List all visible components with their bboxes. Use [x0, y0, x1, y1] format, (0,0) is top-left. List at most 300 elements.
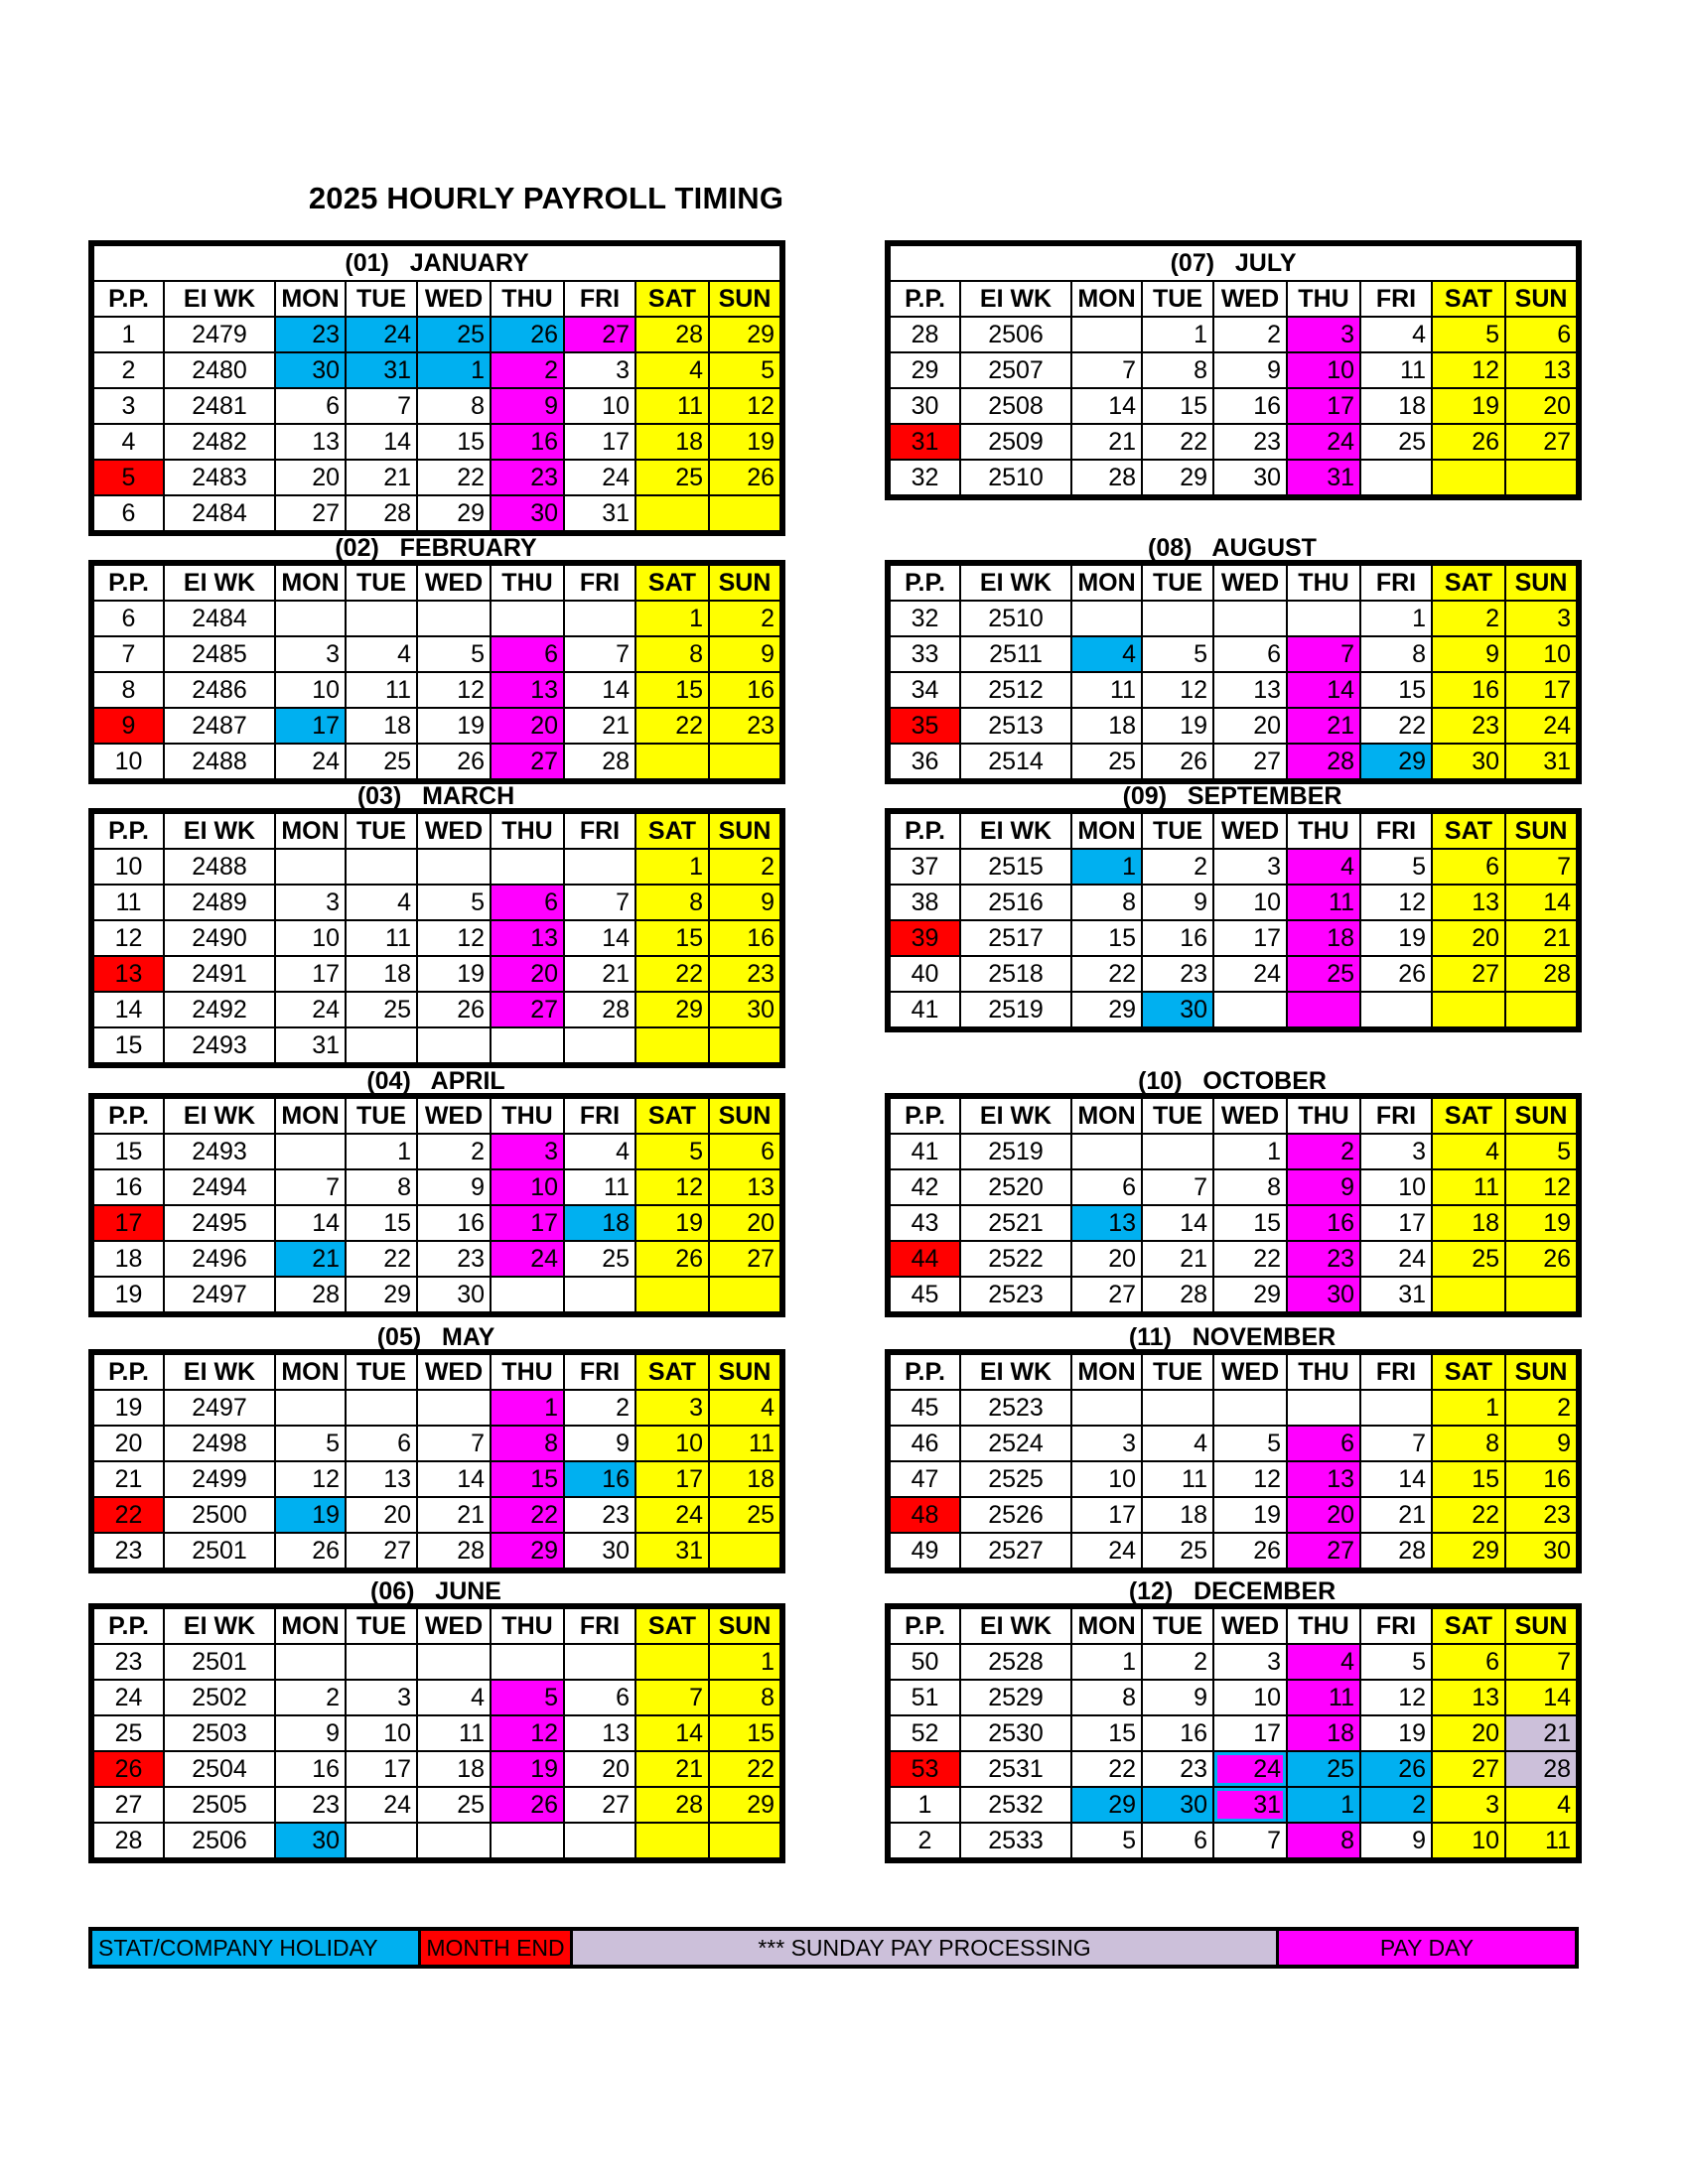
- day-cell: 5: [635, 1134, 709, 1169]
- week-row: [93, 708, 780, 744]
- pay-period-cell-month-end: 44: [890, 1241, 960, 1277]
- day-cell: 11: [346, 672, 417, 708]
- ei-week-cell: 2501: [164, 1533, 275, 1569]
- pay-period-cell: 47: [890, 1461, 960, 1497]
- pay-period-cell: 52: [890, 1715, 960, 1751]
- day-cell-payday: 14: [1287, 672, 1360, 708]
- week-row: [93, 1533, 780, 1569]
- column-header: WED: [1213, 1354, 1287, 1390]
- day-cell: 20: [1432, 1715, 1505, 1751]
- column-header: WED: [1213, 281, 1287, 317]
- column-header: SAT: [635, 1354, 709, 1390]
- day-cell-payday: 13: [491, 672, 564, 708]
- column-header: EI WK: [960, 281, 1071, 317]
- week-row: [93, 1461, 780, 1497]
- day-cell-payday: 21: [1287, 708, 1360, 744]
- day-cell: 3: [1360, 1134, 1432, 1169]
- column-header: MON: [275, 813, 346, 849]
- day-cell-payday: 20: [1287, 1497, 1360, 1533]
- ei-week-cell: 2493: [164, 1134, 275, 1169]
- day-cell: 9: [275, 1715, 346, 1751]
- day-cell: 21: [1142, 1241, 1213, 1277]
- column-header: THU: [1287, 1608, 1360, 1644]
- ei-week-cell: 2511: [960, 636, 1071, 672]
- ei-week-cell: 2505: [164, 1787, 275, 1823]
- column-header: SUN: [709, 1608, 780, 1644]
- day-cell: 18: [709, 1461, 780, 1497]
- month-table: [889, 1353, 1578, 1570]
- ei-week-cell: 2501: [164, 1644, 275, 1680]
- day-cell: 10: [1432, 1823, 1505, 1858]
- day-cell: [635, 1644, 709, 1680]
- week-row: [93, 1715, 780, 1751]
- day-cell: [709, 1277, 780, 1312]
- day-cell: 7: [1142, 1169, 1213, 1205]
- column-header: MON: [1071, 565, 1142, 601]
- column-header: SUN: [1505, 565, 1577, 601]
- day-cell: 2: [1142, 1644, 1213, 1680]
- day-cell: 19: [1360, 1715, 1432, 1751]
- pay-period-cell: 28: [890, 317, 960, 352]
- day-cell: 9: [564, 1426, 635, 1461]
- pay-period-cell: 19: [93, 1390, 164, 1426]
- day-cell: 19: [417, 708, 491, 744]
- column-header: THU: [491, 565, 564, 601]
- week-row: [93, 1169, 780, 1205]
- month-title: (08) AUGUST: [1148, 534, 1317, 562]
- day-cell: [564, 601, 635, 636]
- column-header: MON: [275, 565, 346, 601]
- day-cell-payday: 4: [1287, 849, 1360, 885]
- ei-week-cell: 2522: [960, 1241, 1071, 1277]
- ei-week-cell: 2512: [960, 672, 1071, 708]
- day-cell: [275, 1644, 346, 1680]
- day-cell: 18: [346, 708, 417, 744]
- day-cell: 20: [564, 1751, 635, 1787]
- day-cell: [635, 1823, 709, 1858]
- column-header: P.P.: [93, 565, 164, 601]
- month-table: [889, 1097, 1578, 1313]
- ei-week-cell: 2525: [960, 1461, 1071, 1497]
- week-row: [93, 1426, 780, 1461]
- day-cell: 23: [564, 1497, 635, 1533]
- pay-period-cell: 24: [93, 1680, 164, 1715]
- day-cell: 21: [1360, 1497, 1432, 1533]
- day-cell: 18: [635, 424, 709, 460]
- day-cell-payday: 22: [491, 1497, 564, 1533]
- day-cell: 8: [635, 636, 709, 672]
- day-cell-holiday: 26: [1360, 1751, 1432, 1787]
- day-cell: 22: [346, 1241, 417, 1277]
- day-cell: 19: [1213, 1497, 1287, 1533]
- day-cell: [491, 601, 564, 636]
- day-cell: 4: [346, 636, 417, 672]
- day-cell-payday: 6: [491, 885, 564, 920]
- day-cell: 3: [275, 885, 346, 920]
- month-title: (09) SEPTEMBER: [1122, 782, 1342, 810]
- day-cell: 12: [1432, 352, 1505, 388]
- column-header: THU: [491, 813, 564, 849]
- day-cell-holiday: 29: [1360, 744, 1432, 779]
- day-cell: [709, 1533, 780, 1569]
- day-cell: 19: [417, 956, 491, 992]
- day-cell: 21: [1505, 920, 1577, 956]
- day-cell: 22: [709, 1751, 780, 1787]
- week-row: [93, 1644, 780, 1680]
- week-row: [93, 1823, 780, 1858]
- column-header: SUN: [709, 1098, 780, 1134]
- day-cell: 28: [1505, 956, 1577, 992]
- month-title: (12) DECEMBER: [1128, 1577, 1336, 1605]
- ei-week-cell: 2509: [960, 424, 1071, 460]
- week-row: [93, 1027, 780, 1063]
- week-row: [890, 1533, 1577, 1569]
- day-cell: [564, 1644, 635, 1680]
- day-cell: 22: [1071, 1751, 1142, 1787]
- pay-period-cell: 49: [890, 1533, 960, 1569]
- column-header: EI WK: [960, 1098, 1071, 1134]
- day-cell: 31: [1360, 1277, 1432, 1312]
- day-cell-holiday-payday: 31: [1213, 1787, 1287, 1823]
- pay-period-cell: 50: [890, 1644, 960, 1680]
- column-header: SAT: [635, 1098, 709, 1134]
- ei-week-cell: 2480: [164, 352, 275, 388]
- day-cell-holiday: 24: [346, 317, 417, 352]
- week-row: [890, 1823, 1577, 1858]
- day-cell: 20: [709, 1205, 780, 1241]
- day-cell: 14: [1505, 1680, 1577, 1715]
- month-table: [92, 244, 781, 532]
- day-cell: 5: [1505, 1134, 1577, 1169]
- column-header: FRI: [1360, 281, 1432, 317]
- ei-week-cell: 2485: [164, 636, 275, 672]
- column-header: MON: [275, 1608, 346, 1644]
- day-cell-holiday: 16: [564, 1461, 635, 1497]
- day-cell: 23: [1505, 1497, 1577, 1533]
- week-row: [890, 1751, 1577, 1787]
- day-cell-payday: 16: [491, 424, 564, 460]
- day-cell: 16: [1142, 920, 1213, 956]
- month-title: (05) MAY: [376, 1323, 495, 1351]
- day-cell: 22: [1360, 708, 1432, 744]
- column-header: SUN: [709, 1354, 780, 1390]
- day-cell: [1213, 1390, 1287, 1426]
- day-cell: [1505, 460, 1577, 495]
- day-cell: 26: [417, 744, 491, 779]
- ei-week-cell: 2518: [960, 956, 1071, 992]
- day-cell: 14: [564, 920, 635, 956]
- column-header: FRI: [564, 813, 635, 849]
- day-cell: 10: [1505, 636, 1577, 672]
- week-row: [890, 1497, 1577, 1533]
- column-header: P.P.: [93, 1354, 164, 1390]
- day-cell-payday: 20: [491, 956, 564, 992]
- day-cell: [709, 495, 780, 531]
- day-cell: 9: [1360, 1823, 1432, 1858]
- week-row: [93, 885, 780, 920]
- day-cell: 5: [709, 352, 780, 388]
- day-cell: 23: [275, 1787, 346, 1823]
- day-cell: 6: [1432, 849, 1505, 885]
- day-cell: 6: [709, 1134, 780, 1169]
- day-cell: 11: [346, 920, 417, 956]
- day-cell: 15: [709, 1715, 780, 1751]
- week-row: [890, 1241, 1577, 1277]
- day-cell: 4: [1142, 1426, 1213, 1461]
- week-row: [890, 992, 1577, 1027]
- ei-week-cell: 2519: [960, 1134, 1071, 1169]
- week-row: [93, 352, 780, 388]
- day-cell: 20: [275, 460, 346, 495]
- ei-week-cell: 2483: [164, 460, 275, 495]
- day-cell-payday: 23: [491, 460, 564, 495]
- month-table: [92, 564, 781, 780]
- column-header: TUE: [346, 1354, 417, 1390]
- ei-week-cell: 2506: [960, 317, 1071, 352]
- day-cell: 29: [709, 317, 780, 352]
- column-header: THU: [1287, 1354, 1360, 1390]
- day-cell: [346, 1644, 417, 1680]
- day-cell-payday: 27: [491, 744, 564, 779]
- column-header: FRI: [1360, 1608, 1432, 1644]
- ei-week-cell: 2494: [164, 1169, 275, 1205]
- day-cell: [1071, 1390, 1142, 1426]
- day-cell-payday: 24: [1287, 424, 1360, 460]
- column-header: FRI: [1360, 565, 1432, 601]
- day-cell-payday: 18: [1287, 1715, 1360, 1751]
- ei-week-cell: 2492: [164, 992, 275, 1027]
- column-header: EI WK: [164, 1098, 275, 1134]
- day-cell: [417, 1823, 491, 1858]
- day-cell: 21: [564, 708, 635, 744]
- day-cell: 17: [1505, 672, 1577, 708]
- column-header: SAT: [1432, 1354, 1505, 1390]
- week-row: [93, 636, 780, 672]
- column-header: SUN: [1505, 813, 1577, 849]
- ei-week-cell: 2523: [960, 1390, 1071, 1426]
- ei-week-cell: 2496: [164, 1241, 275, 1277]
- day-cell: 7: [564, 636, 635, 672]
- week-row: [890, 920, 1577, 956]
- day-cell-payday: 9: [1287, 1169, 1360, 1205]
- month-table: [92, 812, 781, 1064]
- day-cell-payday: 2: [1287, 1134, 1360, 1169]
- day-cell: 13: [1432, 885, 1505, 920]
- day-cell: 16: [709, 672, 780, 708]
- day-cell: 5: [417, 885, 491, 920]
- column-header: SAT: [635, 813, 709, 849]
- legend-holiday: STAT/COMPANY HOLIDAY: [92, 1931, 421, 1965]
- ei-week-cell: 2495: [164, 1205, 275, 1241]
- day-cell: 6: [1505, 317, 1577, 352]
- day-cell: 27: [346, 1533, 417, 1569]
- day-cell: 13: [1432, 1680, 1505, 1715]
- day-cell: 15: [1071, 920, 1142, 956]
- pay-period-cell: 51: [890, 1680, 960, 1715]
- day-cell: [1142, 601, 1213, 636]
- pay-period-cell-month-end: 48: [890, 1497, 960, 1533]
- day-cell-holiday: 21: [275, 1241, 346, 1277]
- day-cell: 28: [1071, 460, 1142, 495]
- ei-week-cell: 2517: [960, 920, 1071, 956]
- column-header: SAT: [1432, 1098, 1505, 1134]
- day-cell: 24: [1505, 708, 1577, 744]
- day-cell: 21: [635, 1751, 709, 1787]
- day-cell: 16: [275, 1751, 346, 1787]
- day-cell: 25: [1432, 1241, 1505, 1277]
- column-header: WED: [1213, 813, 1287, 849]
- day-cell: 1: [1213, 1134, 1287, 1169]
- day-cell: 14: [1505, 885, 1577, 920]
- day-cell-sunday-processing: 21: [1505, 1715, 1577, 1751]
- week-row: [93, 672, 780, 708]
- day-cell: [346, 601, 417, 636]
- day-cell: 30: [1432, 744, 1505, 779]
- column-header: SUN: [1505, 281, 1577, 317]
- day-cell: 12: [1505, 1169, 1577, 1205]
- week-row: [93, 744, 780, 779]
- pay-period-cell: 40: [890, 956, 960, 992]
- day-cell-holiday: 2: [1360, 1787, 1432, 1823]
- day-cell: 23: [417, 1241, 491, 1277]
- day-cell: 24: [275, 992, 346, 1027]
- day-cell-payday: 15: [491, 1461, 564, 1497]
- column-header: WED: [417, 1354, 491, 1390]
- column-header: MON: [275, 1098, 346, 1134]
- day-cell: 29: [417, 495, 491, 531]
- day-cell: 2: [709, 601, 780, 636]
- day-cell: 7: [564, 885, 635, 920]
- day-cell-holiday-payday: 24: [1213, 1751, 1287, 1787]
- day-cell: 25: [346, 992, 417, 1027]
- column-header: SUN: [709, 813, 780, 849]
- legend-month-end: MONTH END: [421, 1931, 573, 1965]
- ei-week-cell: 2488: [164, 849, 275, 885]
- pay-period-cell: 10: [93, 744, 164, 779]
- ei-week-cell: 2487: [164, 708, 275, 744]
- week-row: [93, 1787, 780, 1823]
- day-cell: 14: [417, 1461, 491, 1497]
- day-cell: 13: [346, 1461, 417, 1497]
- day-cell-payday: 5: [491, 1680, 564, 1715]
- column-header: THU: [491, 281, 564, 317]
- day-cell: 27: [1505, 424, 1577, 460]
- ei-week-cell: 2526: [960, 1497, 1071, 1533]
- day-cell: 12: [635, 1169, 709, 1205]
- day-cell: 9: [1432, 636, 1505, 672]
- week-row: [890, 744, 1577, 779]
- day-cell: 29: [1071, 992, 1142, 1027]
- ei-week-cell: 2516: [960, 885, 1071, 920]
- day-cell: [346, 1027, 417, 1063]
- day-cell: 1: [1360, 601, 1432, 636]
- day-cell-payday: 2: [491, 352, 564, 388]
- column-header: TUE: [1142, 1354, 1213, 1390]
- day-cell: 22: [1432, 1497, 1505, 1533]
- day-cell: 24: [1213, 956, 1287, 992]
- day-cell: 9: [1505, 1426, 1577, 1461]
- day-cell: 3: [564, 352, 635, 388]
- day-cell: 7: [1071, 352, 1142, 388]
- day-cell: 18: [346, 956, 417, 992]
- day-cell-holiday: 4: [1071, 636, 1142, 672]
- week-row: [890, 460, 1577, 495]
- column-header: SAT: [1432, 1608, 1505, 1644]
- column-header: MON: [275, 281, 346, 317]
- day-cell: 25: [564, 1241, 635, 1277]
- day-cell: 5: [1213, 1426, 1287, 1461]
- day-cell: 6: [564, 1680, 635, 1715]
- column-header: TUE: [1142, 281, 1213, 317]
- column-header: TUE: [346, 565, 417, 601]
- day-cell: 12: [1142, 672, 1213, 708]
- pay-period-cell: 20: [93, 1426, 164, 1461]
- day-cell: [417, 601, 491, 636]
- pay-period-cell-month-end: 9: [93, 708, 164, 744]
- month-table: [92, 1097, 781, 1313]
- day-cell: 28: [346, 495, 417, 531]
- day-cell: 10: [635, 1426, 709, 1461]
- column-header: FRI: [564, 1608, 635, 1644]
- ei-week-cell: 2521: [960, 1205, 1071, 1241]
- week-row: [890, 424, 1577, 460]
- day-cell: 12: [1360, 885, 1432, 920]
- column-header: WED: [417, 281, 491, 317]
- week-row: [890, 672, 1577, 708]
- day-cell: 4: [709, 1390, 780, 1426]
- day-cell: 6: [1213, 636, 1287, 672]
- ei-week-cell: 2503: [164, 1715, 275, 1751]
- day-cell: 3: [1213, 1644, 1287, 1680]
- column-header: WED: [1213, 565, 1287, 601]
- ei-week-cell: 2498: [164, 1426, 275, 1461]
- day-cell: 8: [346, 1169, 417, 1205]
- column-header: SAT: [1432, 565, 1505, 601]
- ei-week-cell: 2500: [164, 1497, 275, 1533]
- day-cell: 14: [635, 1715, 709, 1751]
- day-cell: 17: [635, 1461, 709, 1497]
- day-cell: 8: [709, 1680, 780, 1715]
- column-header: FRI: [564, 1098, 635, 1134]
- week-row: [890, 849, 1577, 885]
- day-cell: 10: [1071, 1461, 1142, 1497]
- month-table: [92, 1353, 781, 1570]
- day-cell: [417, 1390, 491, 1426]
- column-header: P.P.: [890, 565, 960, 601]
- column-header: THU: [491, 1098, 564, 1134]
- day-cell: 2: [1505, 1390, 1577, 1426]
- day-cell: 13: [275, 424, 346, 460]
- day-cell-payday: 1: [491, 1390, 564, 1426]
- day-cell: 23: [709, 708, 780, 744]
- day-cell: 6: [1432, 1644, 1505, 1680]
- day-cell: 7: [275, 1169, 346, 1205]
- day-cell: 5: [1142, 636, 1213, 672]
- pay-period-cell: 32: [890, 601, 960, 636]
- day-cell: 6: [275, 388, 346, 424]
- day-cell: 1: [635, 601, 709, 636]
- week-row: [890, 1169, 1577, 1205]
- day-cell-payday: 9: [491, 388, 564, 424]
- day-cell-holiday: 18: [564, 1205, 635, 1241]
- pay-period-cell: 34: [890, 672, 960, 708]
- pay-period-cell: 16: [93, 1169, 164, 1205]
- column-header: TUE: [1142, 813, 1213, 849]
- pay-period-cell: 32: [890, 460, 960, 495]
- ei-week-cell: 2490: [164, 920, 275, 956]
- day-cell: 7: [417, 1426, 491, 1461]
- day-cell: 11: [564, 1169, 635, 1205]
